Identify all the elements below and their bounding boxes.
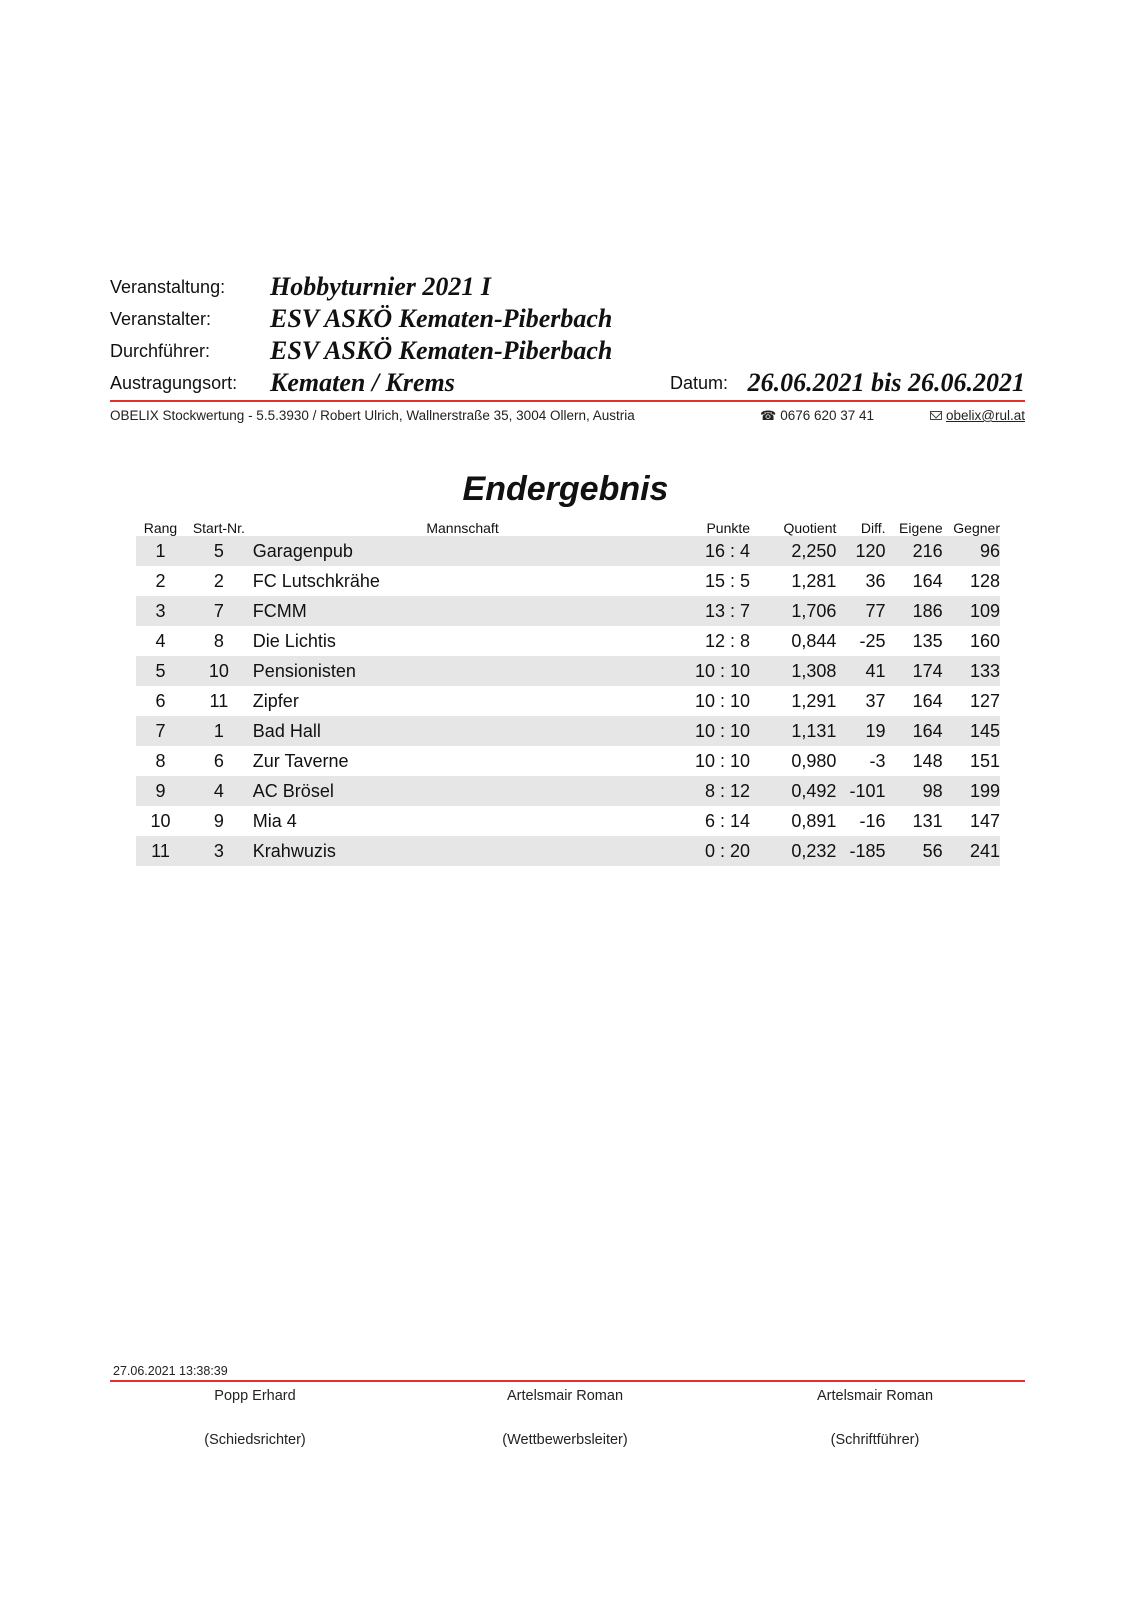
col-header-diff: Diff. [860,520,886,536]
signature-name: Popp Erhard [214,1388,296,1404]
col-header-punkte: Punkte [706,520,751,536]
cell-punkte: 13 : 7 [705,600,751,621]
venue-row [110,366,1025,398]
date-value: 26.06.2021 bis 26.06.2021 [747,368,1025,397]
cell-quotient: 1,308 [791,660,837,681]
cell-punkte: 6 : 14 [705,810,751,831]
cell-punkte: 0 : 20 [705,840,751,861]
cell-start-nr: 6 [213,750,224,771]
cell-gegner: 241 [969,840,1000,861]
cell-quotient: 1,291 [791,690,837,711]
cell-team: Die Lichtis [252,630,336,651]
cell-diff: 36 [865,570,886,591]
cell-punkte: 16 : 4 [705,540,751,561]
cell-team: Zur Taverne [252,750,349,771]
signature-name: Artelsmair Roman [816,1388,934,1404]
cell-quotient: 1,281 [791,570,837,591]
cell-eigene: 164 [912,690,943,711]
cell-team: Bad Hall [252,720,321,741]
cell-quotient: 0,232 [791,840,837,861]
executor-row [110,334,1025,366]
cell-rang: 6 [155,690,166,711]
organizer-value: ESV ASKÖ Kematen-Piberbach [270,304,613,333]
cell-rang: 2 [155,570,166,591]
cell-eigene: 174 [912,660,943,681]
cell-punkte: 10 : 10 [695,690,751,711]
footer-divider [110,1380,1025,1382]
event-label: Veranstaltung: [110,277,226,297]
col-header-gegner: Gegner [953,520,1000,536]
table-row [136,656,1000,686]
results-table [136,516,1000,866]
organizer-label: Veranstalter: [110,309,212,329]
email-link[interactable]: obelix@rul.at [946,408,1025,423]
cell-quotient: 0,980 [791,750,837,771]
signature-role: (Schriftführer) [830,1432,920,1448]
date-label: Datum: [670,373,729,393]
cell-diff: -185 [849,840,886,861]
cell-eigene: 98 [922,780,943,801]
cell-punkte: 10 : 10 [695,750,751,771]
cell-team: Krahwuzis [252,840,336,861]
table-row [136,686,1000,716]
table-row [136,836,1000,866]
telephone-icon: ☎ [760,408,777,423]
cell-punkte: 8 : 12 [705,780,751,801]
col-header-start: Start-Nr. [192,520,245,536]
cell-gegner: 133 [969,660,1000,681]
cell-gegner: 109 [969,600,1000,621]
cell-start-nr: 8 [213,630,224,651]
cell-gegner: 199 [969,780,1000,801]
cell-diff: -25 [859,630,886,651]
table-row [136,716,1000,746]
cell-eigene: 164 [912,570,943,591]
executor-label: Durchführer: [110,341,211,361]
cell-eigene: 56 [922,840,943,861]
cell-start-nr: 3 [213,840,224,861]
cell-gegner: 128 [969,570,1000,591]
cell-start-nr: 5 [213,540,224,561]
cell-quotient: 1,706 [791,600,837,621]
cell-diff: 19 [865,720,886,741]
col-header-rang: Rang [143,520,178,536]
cell-diff: -3 [869,750,886,771]
event-row [110,270,1025,302]
cell-team: FC Lutschkrähe [252,570,380,591]
software-info: OBELIX Stockwertung - 5.5.3930 / Robert Ulrich, Wallnerstraße 35, 3004 Ollern, Austria [110,408,635,423]
cell-diff: 120 [855,540,886,561]
cell-rang: 9 [155,780,166,801]
event-value: Hobbyturnier 2021 I [270,272,492,301]
venue-value: Kematen / Krems [270,368,455,397]
cell-rang: 1 [155,540,166,561]
cell-quotient: 2,250 [791,540,837,561]
cell-gegner: 127 [969,690,1000,711]
cell-gegner: 151 [969,750,1000,771]
signature-role: (Schiedsrichter) [204,1432,306,1448]
col-header-team: Mannschaft [426,520,499,536]
cell-eigene: 148 [912,750,943,771]
cell-team: Zipfer [252,690,299,711]
cell-team: AC Brösel [252,780,334,801]
cell-eigene: 131 [912,810,943,831]
organizer-row [110,302,1025,334]
cell-start-nr: 1 [213,720,224,741]
cell-rang: 5 [155,660,166,681]
cell-gegner: 147 [969,810,1000,831]
cell-gegner: 160 [969,630,1000,651]
page-title: Endergebnis [462,470,669,508]
cell-diff: -101 [849,780,886,801]
software-info-line [110,408,1025,428]
cell-gegner: 145 [969,720,1000,741]
cell-rang: 11 [151,840,170,861]
cell-diff: 77 [865,600,886,621]
table-row [136,596,1000,626]
cell-start-nr: 11 [209,690,229,711]
table-row [136,746,1000,776]
table-row [136,806,1000,836]
cell-eigene: 216 [912,540,943,561]
cell-quotient: 1,131 [791,720,837,741]
table-row [136,536,1000,566]
cell-start-nr: 2 [213,570,224,591]
cell-quotient: 0,891 [791,810,837,831]
signature-name: Artelsmair Roman [506,1388,624,1404]
header-divider [110,400,1025,402]
cell-team: FCMM [252,600,307,621]
cell-punkte: 10 : 10 [695,720,751,741]
cell-eigene: 186 [912,600,943,621]
cell-quotient: 0,492 [791,780,837,801]
cell-eigene: 164 [912,720,943,741]
print-timestamp: 27.06.2021 13:38:39 [113,1364,228,1378]
col-header-eigene: Eigene [899,520,943,536]
cell-rang: 7 [155,720,166,741]
cell-punkte: 12 : 8 [705,630,751,651]
cell-punkte: 15 : 5 [705,570,751,591]
col-header-quotient: Quotient [783,520,837,536]
cell-rang: 3 [155,600,166,621]
cell-team: Pensionisten [252,660,356,681]
cell-diff: 41 [865,660,886,681]
cell-diff: 37 [865,690,886,711]
venue-label: Austragungsort: [110,373,238,393]
cell-start-nr: 4 [213,780,224,801]
cell-start-nr: 10 [208,660,229,681]
cell-quotient: 0,844 [791,630,837,651]
cell-eigene: 135 [912,630,943,651]
cell-punkte: 10 : 10 [695,660,751,681]
phone-contact [760,408,874,424]
cell-start-nr: 9 [213,810,224,831]
cell-team: Mia 4 [252,810,297,831]
table-row [136,626,1000,656]
cell-rang: 8 [155,750,166,771]
executor-value: ESV ASKÖ Kematen-Piberbach [270,336,613,365]
envelope-icon [930,411,942,420]
cell-diff: -16 [859,810,886,831]
phone-number: 0676 620 37 41 [780,408,875,423]
table-row [136,776,1000,806]
cell-rang: 10 [150,810,171,831]
table-row [136,566,1000,596]
cell-team: Garagenpub [252,540,353,561]
signature-role: (Wettbewerbsleiter) [502,1432,628,1448]
cell-gegner: 96 [979,540,1000,561]
cell-start-nr: 7 [213,600,224,621]
cell-rang: 4 [155,630,166,651]
email-contact [930,408,1025,423]
table-header-row [136,516,1000,536]
